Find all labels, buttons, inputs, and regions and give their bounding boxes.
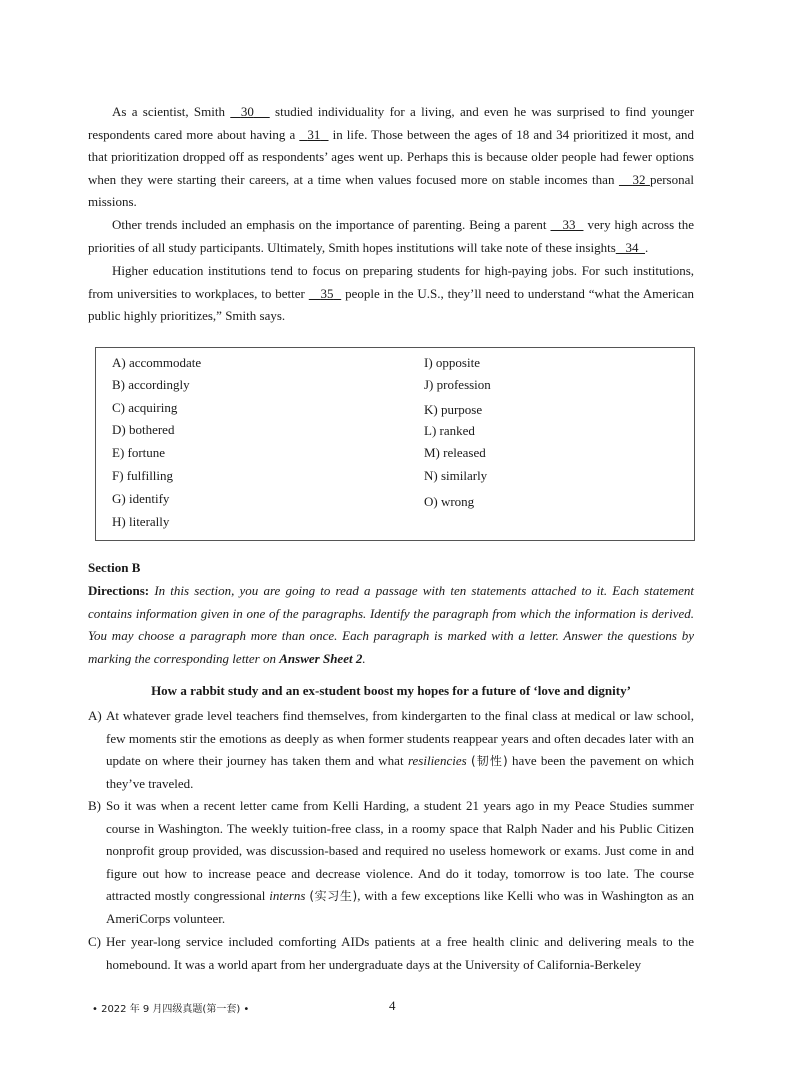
footer-exam-title: • 2022 年 9 月四级真题(第一套) • bbox=[92, 1004, 250, 1015]
blank-35: 35 bbox=[320, 285, 334, 301]
blank-31: 31 bbox=[307, 126, 321, 142]
word-option: B) accordingly bbox=[112, 377, 190, 392]
passage-title: How a rabbit study and an ex-student boost my hopes for a future of ‘love and dignity’ bbox=[151, 683, 631, 698]
directions: Directions: In this section, you are going to read a passage with ten statements attached to it. Each statement contains information given in one of the paragraphs. Identify the paragraph from which the information is derived. You may choose a paragraph more than once. Each paragraph is marked with a letter. Answer the questions by marking the corresponding letter on Answer Sheet 2. bbox=[88, 583, 694, 666]
paragraph-C: C) Her year-long service included comforting AIDs patients at a free health clinic and delivering meals to the homebound. It was a world apart from her undergraduate days at the University of California-Berkeley bbox=[88, 931, 694, 976]
word-option: J) profession bbox=[424, 377, 491, 392]
word-option: G) identify bbox=[112, 491, 170, 506]
word-option: A) accommodate bbox=[112, 355, 202, 370]
chinese-gloss: (韧性) bbox=[471, 754, 508, 769]
paragraph-letter: A) bbox=[88, 708, 102, 723]
word-option: F) fulfilling bbox=[112, 468, 174, 483]
word-option: L) ranked bbox=[424, 423, 475, 438]
paragraph-letter: B) bbox=[88, 798, 101, 813]
text: As a scientist, Smith bbox=[112, 104, 225, 119]
text: people in the U.S., they’ll need to understand “what the American public highly prioritizes,” Smith says. bbox=[88, 285, 695, 324]
paragraph-1 bbox=[88, 101, 694, 214]
text: personal missions. bbox=[88, 171, 694, 210]
word-option: C) acquiring bbox=[112, 400, 178, 415]
paragraph-2: Other trends included an emphasis on the importance of parenting. Being a parent 33 very high across the priorities of all study participants. Ultimately, Smith hopes institutions will take note of these insights 34 . bbox=[88, 217, 695, 255]
text: in life. Those between the ages of 18 and 34 prioritized it most, and that prioritization dropped off as respondents’ ages went up. Perhaps this is because older people had fewer options when they were starting their careers, at a time when values focused more on stable incomes than bbox=[88, 126, 695, 187]
paragraph-letter: C) bbox=[88, 934, 101, 949]
word-option: K) purpose bbox=[424, 402, 483, 417]
blank-33: 33 bbox=[562, 217, 576, 232]
word-option: I) opposite bbox=[424, 355, 480, 370]
section-heading: Section B bbox=[88, 560, 141, 575]
blank-34: 34 bbox=[625, 239, 639, 255]
word-option: H) literally bbox=[112, 514, 170, 529]
answer-sheet-ref: Answer Sheet 2 bbox=[279, 650, 363, 666]
word-bank-box bbox=[95, 347, 695, 541]
word-option: N) similarly bbox=[424, 468, 488, 483]
glossed-term: resiliencies bbox=[407, 753, 467, 769]
glossed-term: interns bbox=[269, 888, 306, 904]
text: studied individuality for a living, and even he was surprised to find younger respondents cared more about having a bbox=[88, 104, 695, 142]
directions-label: Directions: bbox=[88, 583, 150, 598]
paragraph-A: A) At whatever grade level teachers find themselves, from kindergarten to the final class at medical or law school, few moments stir the emotions as deeply as when former students reappear years and often decades later with an update on where their journey has taken them and what resiliencies (韧性) have been the pavement on which they’ve traveled. bbox=[88, 705, 694, 795]
paragraph-3 bbox=[88, 260, 694, 328]
text: Other trends included an emphasis on the importance of parenting. Being a parent bbox=[112, 217, 547, 232]
word-option: E) fortune bbox=[112, 445, 166, 460]
word-option: O) wrong bbox=[424, 494, 475, 509]
paragraph-B: B) So it was when a recent letter came from Kelli Harding, a student 21 years ago in my Peace Studies summer course in Washington. The weekly tuition-free class, in a roomy space that Ralph Nader and his Public Citizen nonprofit group provided, was discussion-based and required no useless homework or exams. Just come in and figure out how to increase peace and decrease violence. And do it today, tomorrow is too late. The course attracted mostly congressional interns (实习生), with a few exceptions like Kelli who was in Washington as an AmeriCorps volunteer. bbox=[88, 795, 694, 931]
blank-32: 32 bbox=[632, 171, 646, 187]
text: Higher education institutions tend to focus on preparing students for high-paying jobs. For such institutions, from universities to workplaces, to better bbox=[88, 263, 694, 301]
blank-30: 30 bbox=[240, 104, 254, 119]
directions-text: In this section, you are going to read a passage with ten statements attached to it. Each statement contains information given in one of the paragraphs. Identify the paragraph from which the information is derived. You may choose a paragraph more than once. Each paragraph is marked with a letter. Answer the questions by marking the corresponding letter on bbox=[88, 583, 694, 666]
word-option: D) bothered bbox=[112, 422, 175, 437]
text: very high across the priorities of all study participants. Ultimately, Smith hopes institutions will take note of these insights bbox=[88, 217, 695, 255]
word-option: M) released bbox=[424, 445, 486, 460]
page-number: 4 bbox=[389, 998, 396, 1013]
chinese-gloss: (实习生) bbox=[309, 889, 358, 904]
